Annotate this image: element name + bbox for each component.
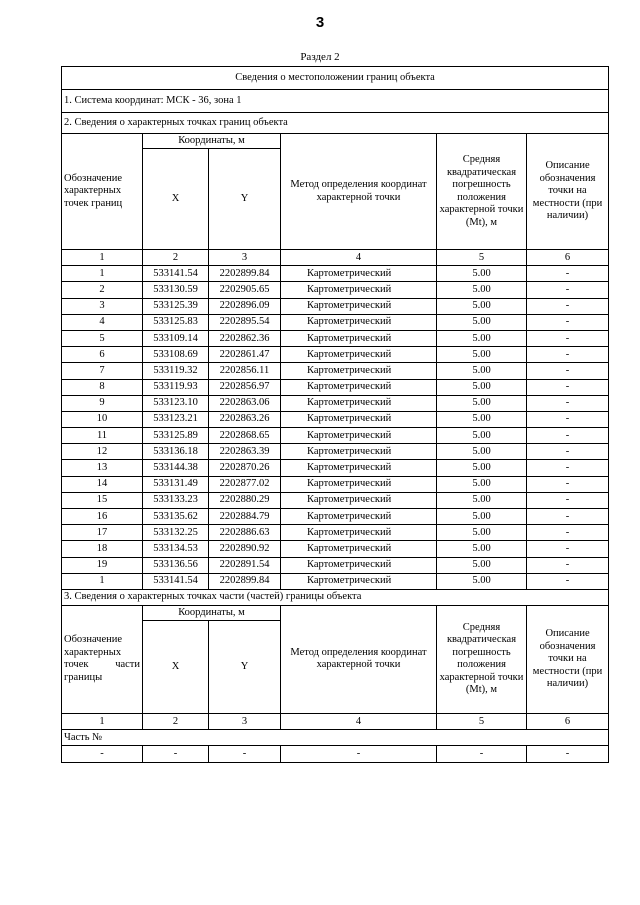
s3-header-y: Y: [209, 620, 281, 713]
table-cell: 7: [62, 363, 143, 379]
table-cell: 2202899.84: [209, 573, 281, 589]
s2-colnum: 1: [62, 250, 143, 266]
table-cell: -: [437, 746, 527, 762]
table-row: [62, 492, 609, 508]
s2-colnum: 2: [143, 250, 209, 266]
table-cell: 5.00: [437, 298, 527, 314]
table-row: [62, 363, 609, 379]
table-row: [62, 347, 609, 363]
table-cell: Картометрический: [281, 541, 437, 557]
s3-colnum: 6: [527, 713, 609, 729]
table-cell: 2202884.79: [209, 509, 281, 525]
table-row: [62, 314, 609, 330]
table-cell: 2202896.09: [209, 298, 281, 314]
table-cell: -: [527, 541, 609, 557]
table-cell: Картометрический: [281, 509, 437, 525]
table-cell: -: [527, 379, 609, 395]
section-title: Раздел 2: [300, 51, 340, 63]
table-cell: 5.00: [437, 460, 527, 476]
table-cell: Картометрический: [281, 573, 437, 589]
table-cell: 12: [62, 444, 143, 460]
table-row: [62, 395, 609, 411]
table-cell: 5.00: [437, 282, 527, 298]
s3-header-error: Средняя квадратическая погрешность положения характерной точки (Mt), м: [437, 605, 527, 713]
s2-colnum: 5: [437, 250, 527, 266]
table-cell: 2: [62, 282, 143, 298]
table-cell: 5.00: [437, 557, 527, 573]
table-cell: 5.00: [437, 314, 527, 330]
table-cell: -: [527, 363, 609, 379]
table-cell: Картометрический: [281, 379, 437, 395]
table-cell: -: [527, 330, 609, 346]
table-cell: 9: [62, 395, 143, 411]
table-cell: 533141.54: [143, 573, 209, 589]
table-cell: -: [527, 411, 609, 427]
table-cell: 8: [62, 379, 143, 395]
table-row: [62, 266, 609, 282]
table-cell: -: [527, 476, 609, 492]
table-cell: -: [527, 573, 609, 589]
table-cell: 533141.54: [143, 266, 209, 282]
s2-colnum: 3: [209, 250, 281, 266]
table-cell: -: [527, 557, 609, 573]
table-cell: 2202886.63: [209, 525, 281, 541]
table-cell: 2202862.36: [209, 330, 281, 346]
table-cell: 5.00: [437, 395, 527, 411]
s2-header-description: Описание обозначения точки на местности (при наличии): [527, 134, 609, 250]
s3-colnum: 2: [143, 713, 209, 729]
table-cell: Картометрический: [281, 557, 437, 573]
table-cell: 533130.59: [143, 282, 209, 298]
table-cell: 2202868.65: [209, 428, 281, 444]
table-cell: -: [527, 266, 609, 282]
table-row: [62, 476, 609, 492]
table-cell: 533136.18: [143, 444, 209, 460]
s3-empty-row: [62, 746, 609, 762]
table-cell: 533123.21: [143, 411, 209, 427]
table-row: [62, 330, 609, 346]
table-cell: Картометрический: [281, 428, 437, 444]
table-cell: 5.00: [437, 509, 527, 525]
table-cell: 5.00: [437, 379, 527, 395]
table-cell: 2202890.92: [209, 541, 281, 557]
table-cell: 533144.38: [143, 460, 209, 476]
table-cell: -: [527, 395, 609, 411]
table-cell: Картометрический: [281, 460, 437, 476]
table-cell: 2202856.97: [209, 379, 281, 395]
boundary-table: [61, 66, 609, 763]
table-cell: 533125.39: [143, 298, 209, 314]
table-row: [62, 573, 609, 589]
table-row: [62, 282, 609, 298]
table-cell: 533133.23: [143, 492, 209, 508]
table-cell: 5.00: [437, 541, 527, 557]
table-cell: -: [209, 746, 281, 762]
table-cell: 2202905.65: [209, 282, 281, 298]
table-cell: 19: [62, 557, 143, 573]
table-cell: 533109.14: [143, 330, 209, 346]
table-cell: 2202899.84: [209, 266, 281, 282]
table-cell: Картометрический: [281, 266, 437, 282]
table-cell: 5.00: [437, 266, 527, 282]
s3-header-method: Метод определения координат характерной точки: [281, 605, 437, 713]
table-cell: Картометрический: [281, 363, 437, 379]
table-cell: -: [527, 428, 609, 444]
s3-header-x: X: [143, 620, 209, 713]
table-cell: 2202863.06: [209, 395, 281, 411]
table-cell: 5.00: [437, 330, 527, 346]
table-cell: 533131.49: [143, 476, 209, 492]
s2-header-x: X: [143, 149, 209, 250]
table-cell: 2202856.11: [209, 363, 281, 379]
table-cell: 1: [62, 573, 143, 589]
table-row: [62, 460, 609, 476]
table-cell: 5.00: [437, 492, 527, 508]
table-cell: 533134.53: [143, 541, 209, 557]
table-cell: 533125.89: [143, 428, 209, 444]
table-title: Сведения о местоположении границ объекта: [62, 67, 609, 90]
table-row: [62, 411, 609, 427]
table-cell: Картометрический: [281, 282, 437, 298]
table-cell: 14: [62, 476, 143, 492]
table-cell: 5.00: [437, 411, 527, 427]
table-cell: -: [143, 746, 209, 762]
table-cell: -: [281, 746, 437, 762]
table-cell: -: [527, 460, 609, 476]
s3-header-coordinates: Координаты, м: [143, 605, 281, 620]
table-cell: 5.00: [437, 363, 527, 379]
table-cell: 533136.56: [143, 557, 209, 573]
coord-system: 1. Система координат: МСК - 36, зона 1: [62, 90, 609, 113]
table-cell: -: [527, 525, 609, 541]
table-cell: 2202870.26: [209, 460, 281, 476]
table-cell: 2202895.54: [209, 314, 281, 330]
table-cell: 5.00: [437, 525, 527, 541]
s2-header-method: Метод определения координат характерной точки: [281, 134, 437, 250]
table-cell: 5.00: [437, 444, 527, 460]
s2-colnum: 4: [281, 250, 437, 266]
page-number: 3: [315, 14, 325, 31]
table-row: [62, 428, 609, 444]
table-cell: 17: [62, 525, 143, 541]
table-row: [62, 541, 609, 557]
s3-header-description: Описание обозначения точки на местности (при наличии): [527, 605, 609, 713]
table-cell: 1: [62, 266, 143, 282]
table-cell: 533132.25: [143, 525, 209, 541]
table-cell: Картометрический: [281, 525, 437, 541]
section2-title: 2. Сведения о характерных точках границ объекта: [62, 113, 609, 134]
s3-colnum: 1: [62, 713, 143, 729]
table-cell: Картометрический: [281, 476, 437, 492]
table-cell: 3: [62, 298, 143, 314]
table-cell: Картометрический: [281, 444, 437, 460]
table-cell: 15: [62, 492, 143, 508]
table-cell: Картометрический: [281, 298, 437, 314]
table-cell: 2202891.54: [209, 557, 281, 573]
table-cell: -: [527, 492, 609, 508]
s2-header-y: Y: [209, 149, 281, 250]
table-cell: 533108.69: [143, 347, 209, 363]
table-cell: 10: [62, 411, 143, 427]
table-cell: -: [62, 746, 143, 762]
table-row: [62, 444, 609, 460]
table-cell: Картометрический: [281, 395, 437, 411]
table-cell: 16: [62, 509, 143, 525]
table-cell: 533125.83: [143, 314, 209, 330]
s3-colnum: 3: [209, 713, 281, 729]
table-cell: 5.00: [437, 573, 527, 589]
table-cell: 533119.32: [143, 363, 209, 379]
table-cell: -: [527, 746, 609, 762]
s3-part-label: Часть №: [62, 730, 609, 746]
table-cell: Картометрический: [281, 492, 437, 508]
table-cell: 4: [62, 314, 143, 330]
table-row: [62, 525, 609, 541]
table-cell: Картометрический: [281, 314, 437, 330]
s3-colnum: 4: [281, 713, 437, 729]
s3-header-designation: Обозначение характерных точек части границы: [62, 605, 143, 713]
table-cell: -: [527, 314, 609, 330]
table-row: [62, 379, 609, 395]
s2-header-coordinates: Координаты, м: [143, 134, 281, 149]
table-cell: Картометрический: [281, 330, 437, 346]
table-cell: 5: [62, 330, 143, 346]
s3-colnum: 5: [437, 713, 527, 729]
table-cell: -: [527, 509, 609, 525]
table-cell: 2202863.26: [209, 411, 281, 427]
table-cell: -: [527, 444, 609, 460]
table-cell: -: [527, 298, 609, 314]
table-row: [62, 298, 609, 314]
s2-column-numbers: [62, 250, 609, 266]
s3-column-numbers: [62, 713, 609, 729]
table-cell: Картометрический: [281, 347, 437, 363]
table-cell: 533123.10: [143, 395, 209, 411]
table-cell: 2202880.29: [209, 492, 281, 508]
table-cell: 533135.62: [143, 509, 209, 525]
table-row: [62, 509, 609, 525]
table-cell: 11: [62, 428, 143, 444]
table-cell: 2202863.39: [209, 444, 281, 460]
table-cell: 6: [62, 347, 143, 363]
table-row: [62, 557, 609, 573]
s2-colnum: 6: [527, 250, 609, 266]
table-cell: 5.00: [437, 428, 527, 444]
table-cell: 13: [62, 460, 143, 476]
table-cell: Картометрический: [281, 411, 437, 427]
table-cell: 18: [62, 541, 143, 557]
s2-header-error: Средняя квадратическая погрешность положения характерной точки (Mt), м: [437, 134, 527, 250]
table-cell: -: [527, 282, 609, 298]
table-cell: 533119.93: [143, 379, 209, 395]
s2-header-designation: Обозначение характерных точек границ: [62, 134, 143, 250]
table-cell: 5.00: [437, 347, 527, 363]
table-cell: 5.00: [437, 476, 527, 492]
table-cell: 2202877.02: [209, 476, 281, 492]
table-cell: -: [527, 347, 609, 363]
section3-title: 3. Сведения о характерных точках части (частей) границы объекта: [62, 589, 609, 605]
table-cell: 2202861.47: [209, 347, 281, 363]
